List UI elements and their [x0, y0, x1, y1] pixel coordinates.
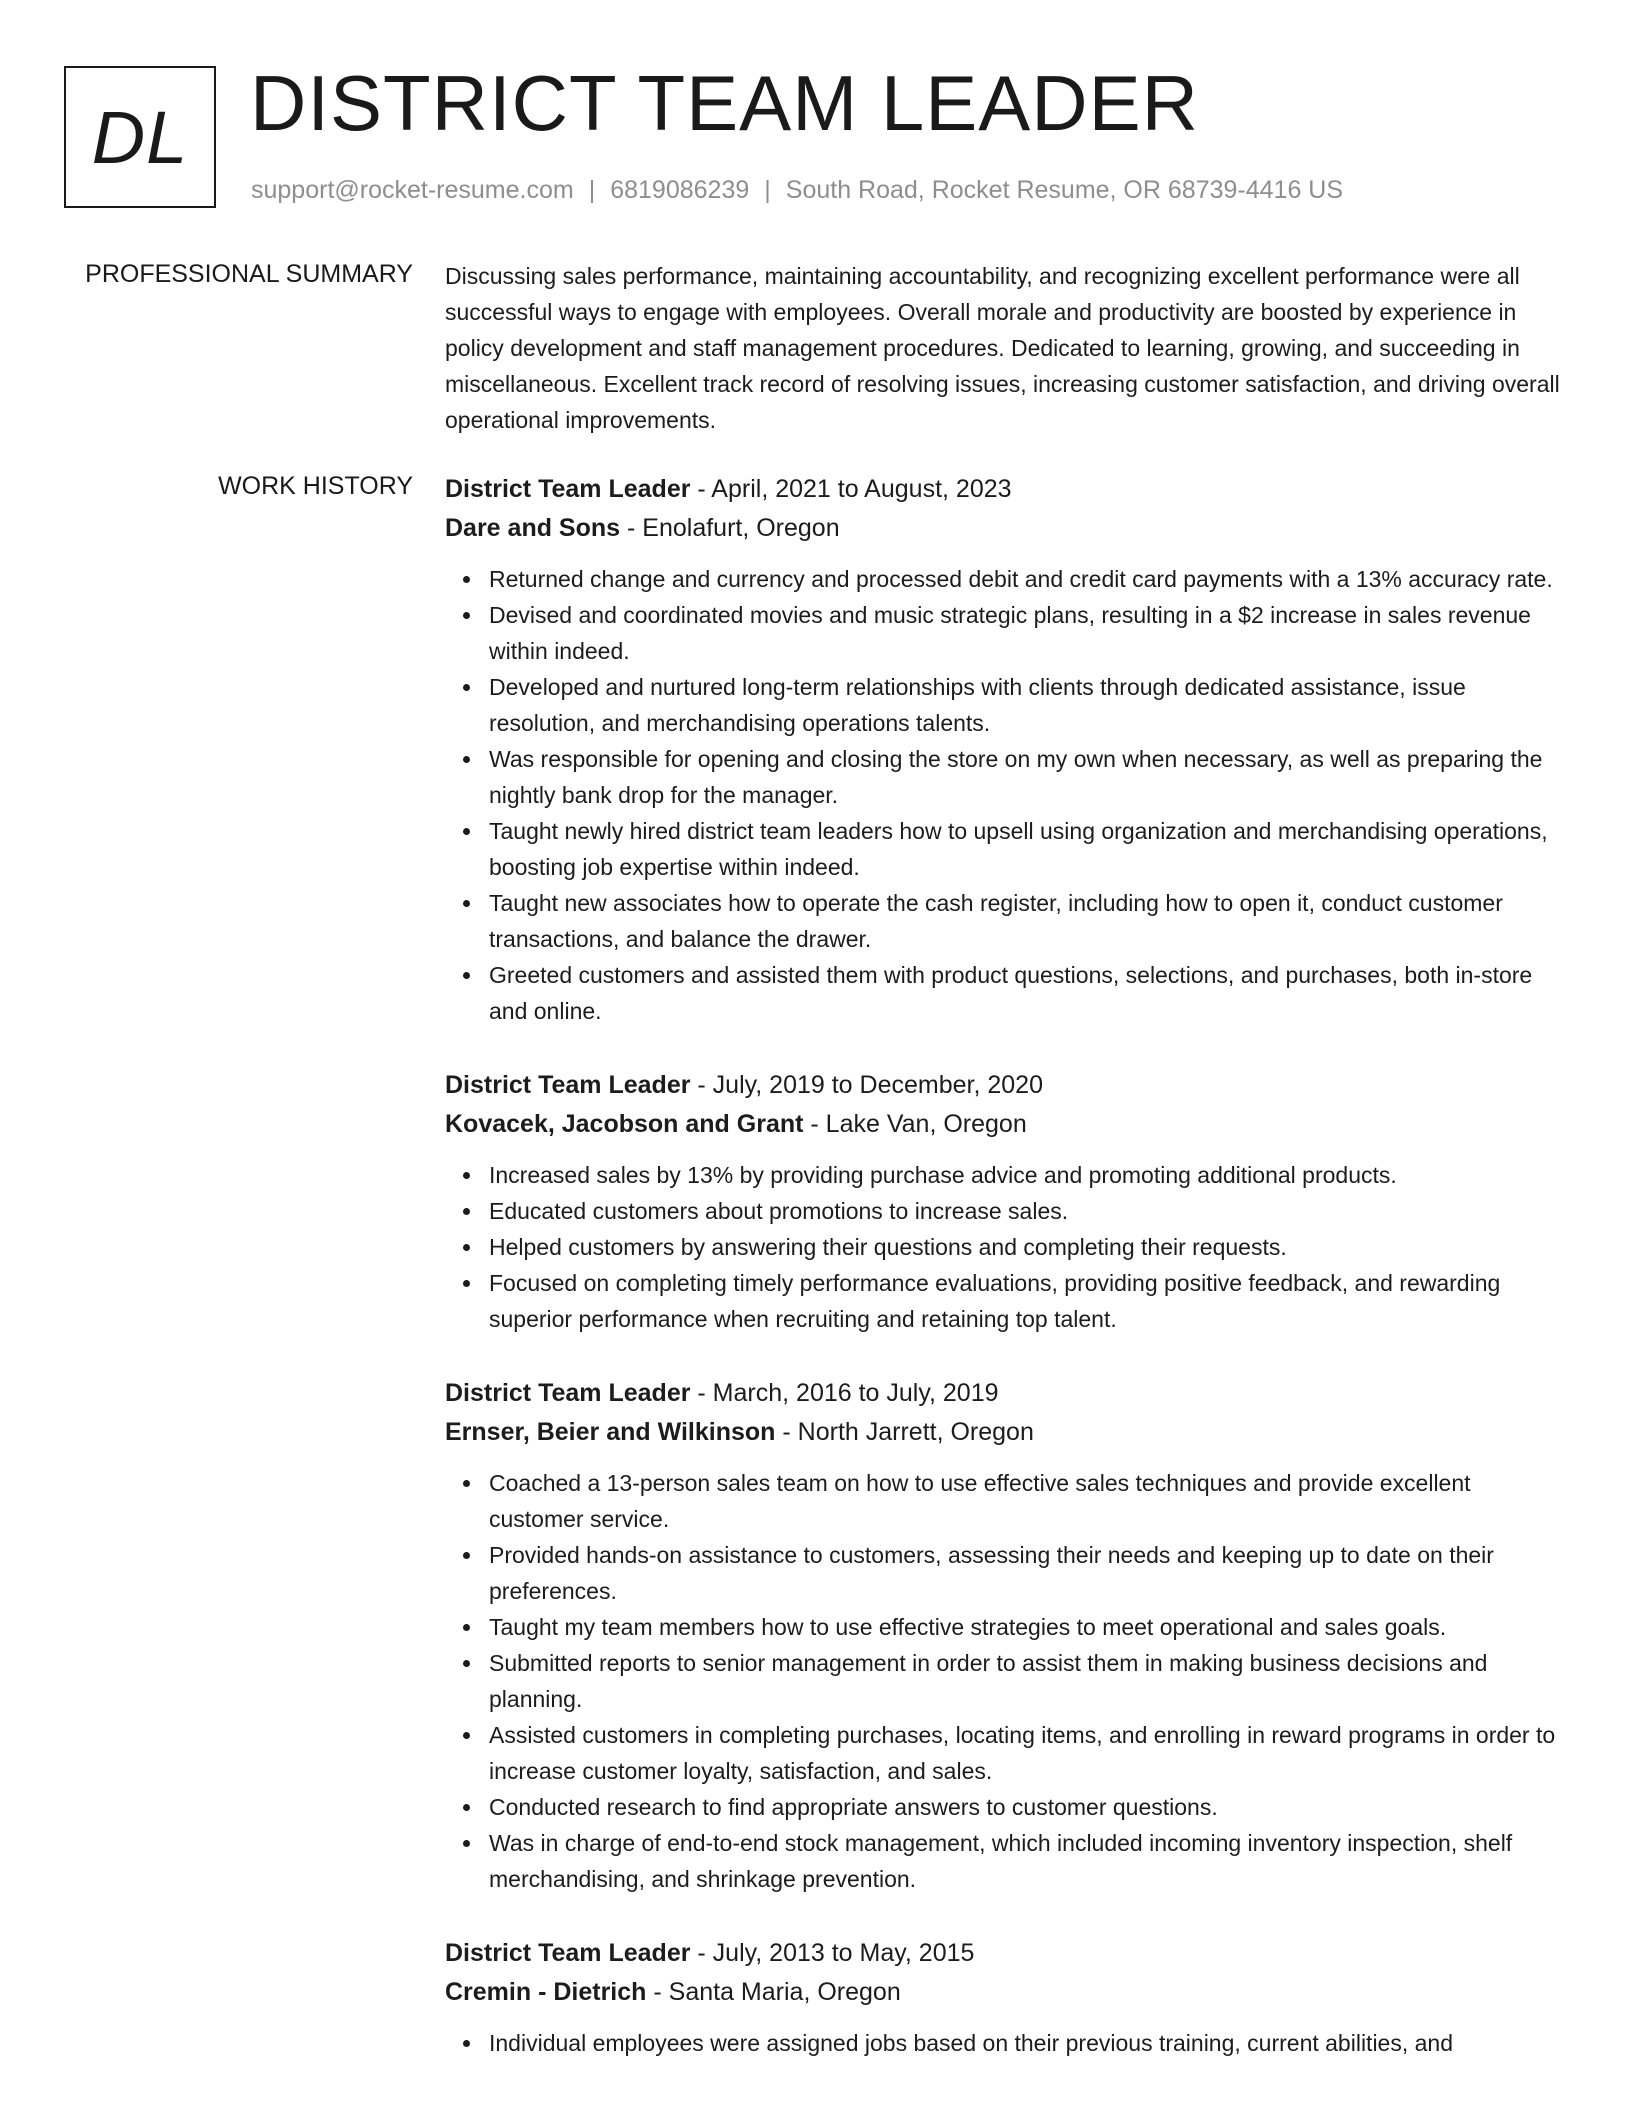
job-bullet-list	[445, 561, 1565, 1029]
job-bullet: Returned change and currency and processed debit and credit card payments with a 13% accuracy rate.	[489, 561, 1565, 597]
contact-separator: |	[588, 176, 596, 204]
summary-section-label: PROFESSIONAL SUMMARY	[85, 260, 413, 288]
job-bullet: Educated customers about promotions to increase sales.	[489, 1193, 1565, 1229]
job-bullet: Taught newly hired district team leaders how to upsell using organization and merchandising operations, boosting job expertise within indeed.	[489, 813, 1565, 885]
job-bullet: Increased sales by 13% by providing purchase advice and promoting additional products.	[489, 1157, 1565, 1193]
job-bullet: Taught new associates how to operate the cash register, including how to open it, conduct customer transactions, and balance the drawer.	[489, 885, 1565, 957]
job-bullet: Helped customers by answering their questions and completing their requests.	[489, 1229, 1565, 1265]
job-bullet: Individual employees were assigned jobs based on their previous training, current abilities, and	[489, 2025, 1565, 2061]
job-entry	[445, 470, 1565, 1029]
job-bullet: Focused on completing timely performance evaluations, providing positive feedback, and rewarding superior performance when recruiting and retaining top talent.	[489, 1265, 1565, 1337]
job-title-line	[445, 1066, 1565, 1105]
job-bullet: Greeted customers and assisted them with product questions, selections, and purchases, both in-store and online.	[489, 957, 1565, 1029]
job-title-line	[445, 1374, 1565, 1413]
job-title: District Team Leader	[445, 1071, 691, 1099]
job-entry	[445, 1066, 1565, 1337]
summary-text: Discussing sales performance, maintaining accountability, and recognizing excellent performance were all successful ways to engage with employees. Overall morale and productivity are boosted by experience in policy development and staff management procedures. Dedicated to learning, growing, and succeeding in miscellaneous. Excellent track record of resolving issues, increasing customer satisfaction, and driving overall operational improvements.	[445, 263, 1560, 433]
job-bullet-list	[445, 1465, 1565, 1897]
job-entry	[445, 1934, 1565, 2061]
job-bullet: Devised and coordinated movies and music strategic plans, resulting in a $2 increase in sales revenue within indeed.	[489, 597, 1565, 669]
job-entry	[445, 1374, 1565, 1897]
job-dates: - April, 2021 to August, 2023	[690, 475, 1012, 503]
monogram-box	[64, 66, 216, 208]
job-bullet: Provided hands-on assistance to customers, assessing their needs and keeping up to date on their preferences.	[489, 1537, 1565, 1609]
job-title: District Team Leader	[445, 1379, 691, 1407]
job-company-line	[445, 1105, 1565, 1144]
job-bullet: Taught my team members how to use effective strategies to meet operational and sales goals.	[489, 1609, 1565, 1645]
contact-line	[251, 172, 1343, 208]
job-title: District Team Leader	[445, 1939, 691, 1967]
job-bullet: Was responsible for opening and closing the store on my own when necessary, as well as preparing the nightly bank drop for the manager.	[489, 741, 1565, 813]
work-history-section-label: WORK HISTORY	[218, 472, 413, 500]
resume-title: DISTRICT TEAM LEADER	[250, 59, 1199, 147]
job-bullet: Submitted reports to senior management in order to assist them in making business decisions and planning.	[489, 1645, 1565, 1717]
job-dates: - July, 2013 to May, 2015	[690, 1939, 975, 1967]
job-company: Cremin - Dietrich	[445, 1978, 647, 2006]
job-bullet: Assisted customers in completing purchases, locating items, and enrolling in reward programs in order to increase customer loyalty, satisfaction, and sales.	[489, 1717, 1565, 1789]
job-location: - Santa Maria, Oregon	[646, 1978, 901, 2006]
job-company: Ernser, Beier and Wilkinson	[445, 1418, 776, 1446]
job-location: - Lake Van, Oregon	[803, 1110, 1027, 1138]
job-title-line	[445, 470, 1565, 509]
job-title: District Team Leader	[445, 475, 691, 503]
contact-phone: 6819086239	[610, 176, 750, 204]
job-company-line	[445, 1413, 1565, 1452]
job-company: Kovacek, Jacobson and Grant	[445, 1110, 804, 1138]
job-location: - Enolafurt, Oregon	[620, 514, 840, 542]
job-company: Dare and Sons	[445, 514, 621, 542]
work-history-list	[445, 470, 1565, 2098]
contact-email: support@rocket-resume.com	[251, 176, 574, 204]
job-company-line	[445, 509, 1565, 548]
job-title-line	[445, 1934, 1565, 1973]
monogram-initials: DL	[91, 95, 189, 179]
job-company-line	[445, 1973, 1565, 2012]
job-bullet: Developed and nurtured long-term relationships with clients through dedicated assistance, issue resolution, and merchandising operations talents.	[489, 669, 1565, 741]
job-dates: - July, 2019 to December, 2020	[690, 1071, 1043, 1099]
job-bullet-list	[445, 2025, 1565, 2061]
job-bullet: Coached a 13-person sales team on how to use effective sales techniques and provide excellent customer service.	[489, 1465, 1565, 1537]
job-location: - North Jarrett, Oregon	[775, 1418, 1034, 1446]
job-dates: - March, 2016 to July, 2019	[690, 1379, 999, 1407]
job-bullet: Was in charge of end-to-end stock management, which included incoming inventory inspection, shelf merchandising, and shrinkage prevention.	[489, 1825, 1565, 1897]
job-bullet-list	[445, 1157, 1565, 1337]
contact-address: South Road, Rocket Resume, OR 68739-4416 US	[785, 176, 1344, 204]
contact-separator: |	[764, 176, 771, 204]
job-bullet: Conducted research to find appropriate answers to customer questions.	[489, 1789, 1565, 1825]
